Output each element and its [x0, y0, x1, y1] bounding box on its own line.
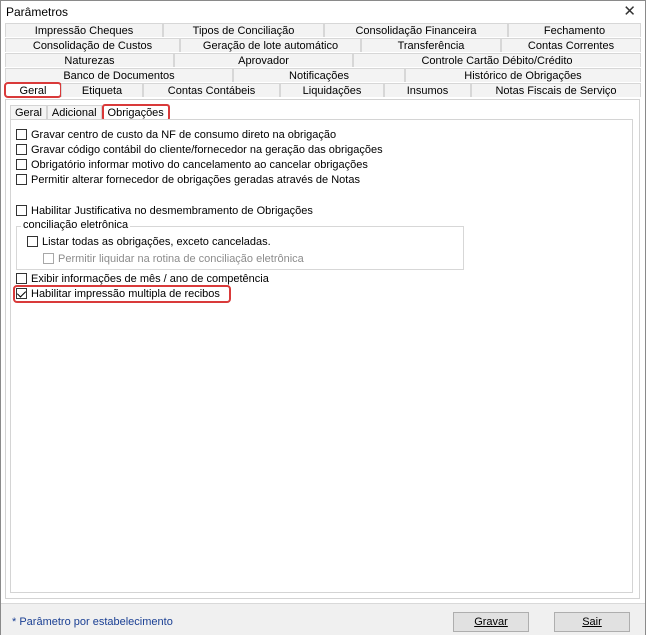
subtab-geral[interactable]: Geral: [10, 105, 47, 121]
tab-impressao-cheques[interactable]: Impressão Cheques: [5, 23, 163, 37]
tab-aprovador[interactable]: Aprovador: [174, 53, 353, 67]
tab-insumos[interactable]: Insumos: [384, 83, 471, 97]
checkbox: [43, 253, 54, 264]
checkbox[interactable]: [16, 273, 27, 284]
tab-notificacoes[interactable]: Notificações: [233, 68, 405, 82]
save-button-label: Gravar: [474, 616, 508, 628]
conciliacao-eletronica-group: [16, 219, 464, 270]
option-label: Obrigatório informar motivo do cancelamento ao cancelar obrigações: [31, 159, 368, 171]
exit-button-label: Sair: [582, 616, 602, 628]
tab-naturezas[interactable]: Naturezas: [5, 53, 174, 67]
tab-row-2: [5, 38, 641, 53]
title-bar: [1, 1, 645, 21]
checkbox[interactable]: [16, 174, 27, 185]
tab-fechamento[interactable]: Fechamento: [508, 23, 641, 37]
tab-transferencia[interactable]: Transferência: [361, 38, 501, 52]
tab-etiqueta[interactable]: Etiqueta: [61, 83, 143, 97]
tab-liquidacoes[interactable]: Liquidações: [280, 83, 384, 97]
tab-banco-documentos[interactable]: Banco de Documentos: [5, 68, 233, 82]
checkbox[interactable]: [16, 144, 27, 155]
tab-row-3: [5, 53, 641, 68]
save-button[interactable]: [453, 612, 529, 632]
tab-geracao-lote[interactable]: Geração de lote automático: [180, 38, 361, 52]
footer-bar: [1, 603, 645, 635]
option-gravar-codigo-contabil[interactable]: [16, 143, 383, 157]
tab-row-1: [5, 23, 641, 38]
option-label: Permitir liquidar na rotina de conciliação eletrônica: [58, 253, 304, 265]
footnote-text: * Parâmetro por estabelecimento: [12, 616, 173, 628]
tab-consolidacao-custos[interactable]: Consolidação de Custos: [5, 38, 180, 52]
exit-button[interactable]: [554, 612, 630, 632]
option-exibir-competencia[interactable]: [16, 272, 269, 286]
tab-row-4: [5, 68, 641, 83]
option-gravar-centro-custo[interactable]: [16, 128, 336, 142]
option-label: Exibir informações de mês / ano de competência: [31, 273, 269, 285]
option-habilitar-justificativa[interactable]: [16, 204, 313, 218]
option-label: Habilitar Justificativa no desmembramento de Obrigações: [31, 205, 313, 217]
close-icon[interactable]: ✕: [623, 3, 636, 20]
option-motivo-cancelamento[interactable]: [16, 158, 368, 172]
option-label: Gravar código contábil do cliente/fornecedor na geração das obrigações: [31, 144, 383, 156]
checkbox[interactable]: [16, 159, 27, 170]
tab-historico-obrigacoes[interactable]: Histórico de Obrigações: [405, 68, 641, 82]
option-label: Gravar centro de custo da NF de consumo direto na obrigação: [31, 129, 337, 141]
subtab-strip: [10, 104, 170, 120]
tab-tipos-conciliacao[interactable]: Tipos de Conciliação: [163, 23, 324, 37]
checkbox-checked[interactable]: [16, 288, 27, 299]
checkbox[interactable]: [27, 236, 38, 247]
checkbox[interactable]: [16, 129, 27, 140]
option-label: Habilitar impressão multipla de recibos: [31, 288, 220, 300]
option-impressao-multipla[interactable]: [14, 286, 230, 302]
obrigacoes-panel: [10, 119, 633, 593]
option-label: Permitir alterar fornecedor de obrigações geradas através de Notas: [31, 174, 360, 186]
option-label: Listar todas as obrigações, exceto canceladas.: [42, 236, 271, 248]
option-alterar-fornecedor[interactable]: [16, 173, 360, 187]
geral-panel: [5, 99, 640, 599]
tab-contas-contabeis[interactable]: Contas Contábeis: [143, 83, 280, 97]
tab-controle-cartao[interactable]: Controle Cartão Débito/Crédito: [353, 53, 641, 67]
tab-notas-fiscais-servico[interactable]: Notas Fiscais de Serviço: [471, 83, 641, 97]
window-title: Parâmetros: [6, 5, 69, 19]
tab-geral[interactable]: Geral: [5, 83, 61, 97]
checkbox[interactable]: [16, 205, 27, 216]
tab-consolidacao-financeira[interactable]: Consolidação Financeira: [324, 23, 508, 37]
option-permitir-liquidar: [43, 252, 304, 266]
subtab-obrigacoes[interactable]: Obrigações: [102, 104, 170, 121]
subtab-adicional[interactable]: Adicional: [47, 105, 102, 121]
tab-row-5: [5, 83, 641, 98]
option-listar-todas[interactable]: [27, 235, 271, 249]
group-title: conciliação eletrônica: [23, 219, 129, 231]
tab-contas-correntes[interactable]: Contas Correntes: [501, 38, 641, 52]
tab-strip: [5, 23, 641, 98]
